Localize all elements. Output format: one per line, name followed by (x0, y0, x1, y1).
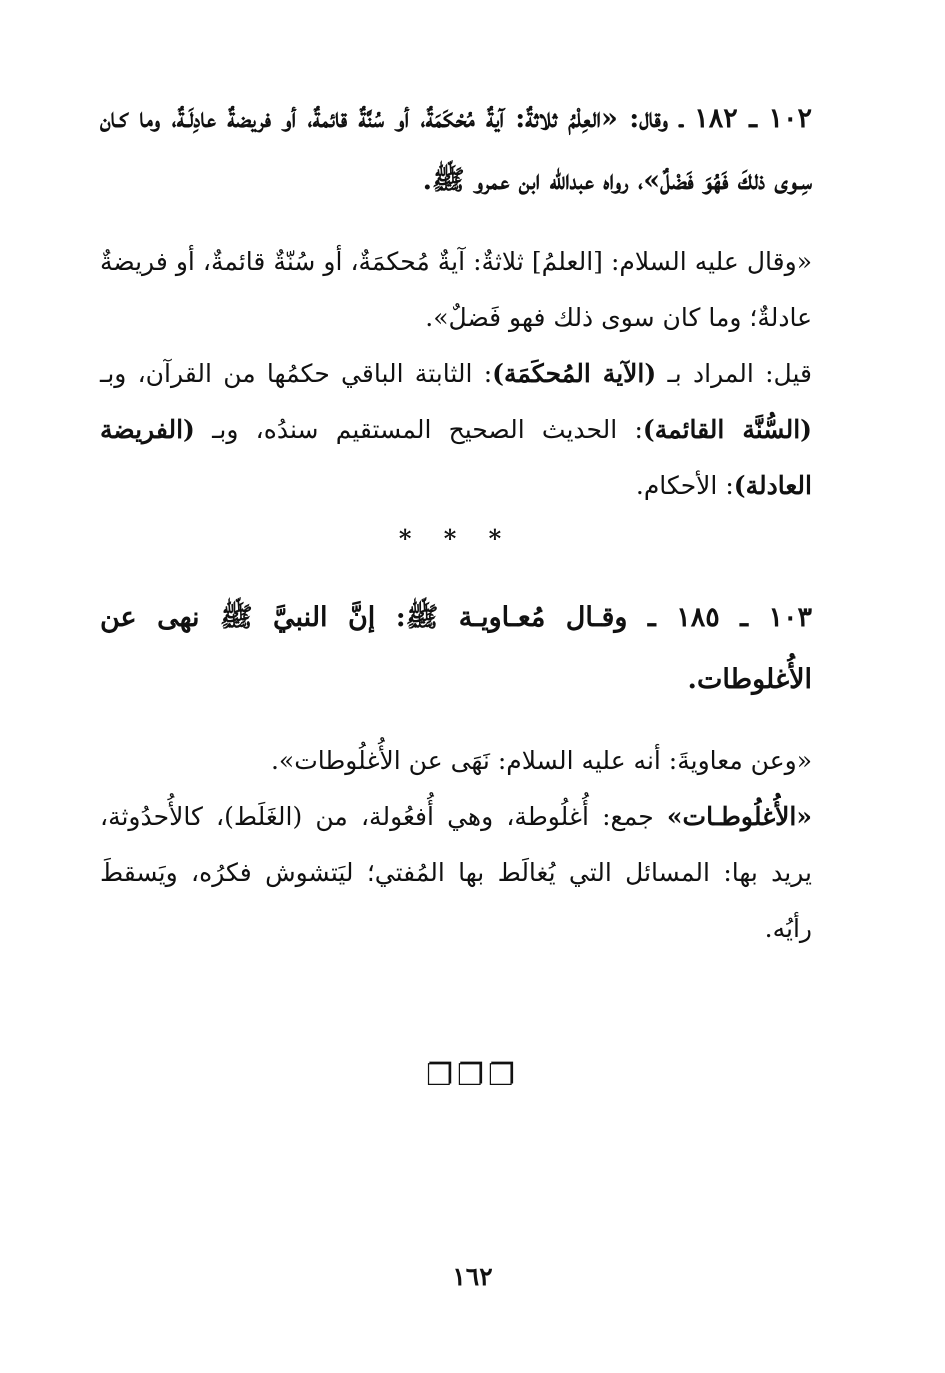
hadith-102: ١٠٢ ـ ١٨٢ ـ وقال: «العِلْمُ ثلاثةٌ: آيةٌ مُحْكَمَةٌ، أو سُنَّةٌ قائمةٌ، أو فريضةٌ عادِلَـةٌ، وما كـان سِـوى ذلكَ فَهُوَ فَضْلٌ»، رواه عبدالله ابن عمرو ﷺ. (100, 103, 812, 196)
definition-ayah-muhkama: : الثابتة الباقي حكمُها من القرآن، وبـ (100, 359, 493, 388)
term-farida-adila: (الفريضة العادلة) (100, 415, 812, 500)
definition-sunna-qaima: : الحديث الصحيح المستقيم سندُه، وبـ (194, 415, 643, 444)
term-ayah-muhkama: (الآية المُحكَمَة) (492, 359, 657, 388)
commentary-102-quote: «وقال عليه السلام: [العلمُ] ثلاثةٌ: آيةٌ مُحكمَةٌ، أو سُنّةٌ قائمةٌ، أو فريضةٌ عادلةٌ؛ وما كان سوى ذلك فهو فَضلٌ». (100, 247, 812, 332)
commentary-103-explanation (100, 789, 812, 957)
hadith-103: ١٠٣ ـ ١٨٥ ـ وقـال مُعـاويـة ﷺ: إنَّ النبيَّ ﷺ نهى عن الأُغلوطات. (100, 602, 812, 695)
definition-aghlutat: جمع: أُغلُوطة، وهي أُفعُولة، من (الغَلَط)، كالأُحدُوثة، يريد بها: المسائل التي يُغالَط بها المُفتي؛ ليَتشوش فكرُه، ويَسقطَ رأيُه. (100, 802, 812, 943)
page-content (100, 88, 812, 957)
commentary-102-explanation (100, 346, 812, 514)
term-sunna-qaima: (السُّنَّة القائمة) (642, 415, 812, 444)
page-number: ١٦٢ (452, 1262, 493, 1291)
chapter-end-marker: ❐❐❐ (426, 1058, 519, 1093)
explanation-intro: قيل: المراد بـ (656, 359, 812, 388)
commentary-103-quote: «وعن معاويةَ: أنه عليه السلام: نَهَى عن الأُغلُوطات». (270, 746, 812, 775)
section-separator: * * * (398, 524, 514, 553)
definition-farida-adila: : الأحكام. (635, 471, 734, 500)
term-aghlutat: «الأُغلُوطـات» (666, 802, 812, 831)
